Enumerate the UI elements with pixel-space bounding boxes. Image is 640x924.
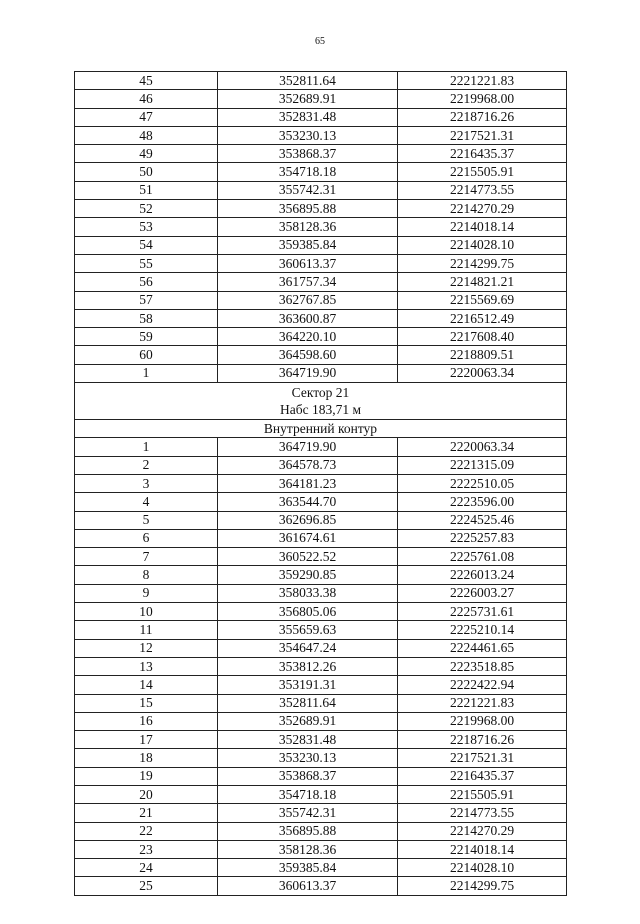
x-coordinate: 353812.26 xyxy=(218,657,398,675)
table-row xyxy=(75,273,567,291)
y-coordinate: 2221221.83 xyxy=(398,694,567,712)
point-number: 59 xyxy=(75,328,218,346)
table-row xyxy=(75,603,567,621)
table-row xyxy=(75,511,567,529)
contour-label: Внутренний контур xyxy=(75,420,567,438)
y-coordinate: 2216435.37 xyxy=(398,767,567,785)
table-row xyxy=(75,291,567,309)
y-coordinate: 2214773.55 xyxy=(398,181,567,199)
point-number: 19 xyxy=(75,767,218,785)
table-row xyxy=(75,72,567,90)
x-coordinate: 363600.87 xyxy=(218,309,398,327)
x-coordinate: 361674.61 xyxy=(218,529,398,547)
point-number: 52 xyxy=(75,200,218,218)
y-coordinate: 2216435.37 xyxy=(398,145,567,163)
point-number: 21 xyxy=(75,804,218,822)
point-number: 7 xyxy=(75,548,218,566)
y-coordinate: 2214299.75 xyxy=(398,877,567,895)
x-coordinate: 356805.06 xyxy=(218,603,398,621)
y-coordinate: 2218716.26 xyxy=(398,731,567,749)
sector-title: Сектор 21 xyxy=(291,385,350,401)
table-row xyxy=(75,438,567,456)
table-row xyxy=(75,145,567,163)
x-coordinate: 360613.37 xyxy=(218,254,398,272)
x-coordinate: 354718.18 xyxy=(218,785,398,803)
table-row xyxy=(75,548,567,566)
x-coordinate: 353868.37 xyxy=(218,767,398,785)
point-number: 50 xyxy=(75,163,218,181)
x-coordinate: 359290.85 xyxy=(218,566,398,584)
x-coordinate: 354718.18 xyxy=(218,163,398,181)
x-coordinate: 360522.52 xyxy=(218,548,398,566)
y-coordinate: 2219968.00 xyxy=(398,90,567,108)
point-number: 13 xyxy=(75,657,218,675)
point-number: 57 xyxy=(75,291,218,309)
x-coordinate: 352811.64 xyxy=(218,694,398,712)
x-coordinate: 362696.85 xyxy=(218,511,398,529)
table-row xyxy=(75,584,567,602)
table-row xyxy=(75,529,567,547)
y-coordinate: 2217521.31 xyxy=(398,749,567,767)
point-number: 12 xyxy=(75,639,218,657)
point-number: 25 xyxy=(75,877,218,895)
x-coordinate: 355659.63 xyxy=(218,621,398,639)
point-number: 23 xyxy=(75,840,218,858)
table-row xyxy=(75,804,567,822)
y-coordinate: 2223596.00 xyxy=(398,493,567,511)
y-coordinate: 2214028.10 xyxy=(398,859,567,877)
x-coordinate: 356895.88 xyxy=(218,822,398,840)
y-coordinate: 2217608.40 xyxy=(398,328,567,346)
table-row xyxy=(75,364,567,382)
table-row xyxy=(75,712,567,730)
x-coordinate: 364220.10 xyxy=(218,328,398,346)
x-coordinate: 358128.36 xyxy=(218,840,398,858)
y-coordinate: 2225761.08 xyxy=(398,548,567,566)
x-coordinate: 355742.31 xyxy=(218,181,398,199)
y-coordinate: 2222422.94 xyxy=(398,676,567,694)
y-coordinate: 2218809.51 xyxy=(398,346,567,364)
x-coordinate: 360613.37 xyxy=(218,877,398,895)
sector-title-row xyxy=(75,383,567,420)
point-number: 5 xyxy=(75,511,218,529)
table-row xyxy=(75,328,567,346)
point-number: 16 xyxy=(75,712,218,730)
point-number: 8 xyxy=(75,566,218,584)
point-number: 60 xyxy=(75,346,218,364)
y-coordinate: 2224461.65 xyxy=(398,639,567,657)
table-row xyxy=(75,254,567,272)
y-coordinate: 2223518.85 xyxy=(398,657,567,675)
x-coordinate: 352811.64 xyxy=(218,72,398,90)
table-row xyxy=(75,90,567,108)
x-coordinate: 363544.70 xyxy=(218,493,398,511)
x-coordinate: 364719.90 xyxy=(218,364,398,382)
table-row xyxy=(75,767,567,785)
point-number: 3 xyxy=(75,474,218,492)
x-coordinate: 352689.91 xyxy=(218,712,398,730)
table-row xyxy=(75,731,567,749)
point-number: 55 xyxy=(75,254,218,272)
y-coordinate: 2226003.27 xyxy=(398,584,567,602)
y-coordinate: 2221221.83 xyxy=(398,72,567,90)
y-coordinate: 2214270.29 xyxy=(398,822,567,840)
point-number: 14 xyxy=(75,676,218,694)
x-coordinate: 361757.34 xyxy=(218,273,398,291)
table-row xyxy=(75,456,567,474)
point-number: 47 xyxy=(75,108,218,126)
page-number: 65 xyxy=(315,36,325,47)
x-coordinate: 353868.37 xyxy=(218,145,398,163)
table-row xyxy=(75,236,567,254)
y-coordinate: 2224525.46 xyxy=(398,511,567,529)
point-number: 46 xyxy=(75,90,218,108)
sector-title-cell xyxy=(75,383,567,420)
sector-header xyxy=(75,383,567,438)
x-coordinate: 353230.13 xyxy=(218,749,398,767)
y-coordinate: 2214018.14 xyxy=(398,840,567,858)
x-coordinate: 358128.36 xyxy=(218,218,398,236)
point-number: 1 xyxy=(75,364,218,382)
point-number: 15 xyxy=(75,694,218,712)
y-coordinate: 2226013.24 xyxy=(398,566,567,584)
table-row xyxy=(75,163,567,181)
table-row xyxy=(75,749,567,767)
x-coordinate: 359385.84 xyxy=(218,236,398,254)
x-coordinate: 352831.48 xyxy=(218,108,398,126)
y-coordinate: 2225210.14 xyxy=(398,621,567,639)
point-number: 51 xyxy=(75,181,218,199)
table-row xyxy=(75,621,567,639)
x-coordinate: 364181.23 xyxy=(218,474,398,492)
table-section-before xyxy=(75,72,567,383)
point-number: 17 xyxy=(75,731,218,749)
y-coordinate: 2225731.61 xyxy=(398,603,567,621)
sector-height: Набс 183,71 м xyxy=(279,402,362,418)
table-row xyxy=(75,200,567,218)
point-number: 58 xyxy=(75,309,218,327)
y-coordinate: 2222510.05 xyxy=(398,474,567,492)
point-number: 54 xyxy=(75,236,218,254)
table-row xyxy=(75,218,567,236)
table-row xyxy=(75,877,567,895)
x-coordinate: 353191.31 xyxy=(218,676,398,694)
table-row xyxy=(75,493,567,511)
y-coordinate: 2214299.75 xyxy=(398,254,567,272)
y-coordinate: 2215505.91 xyxy=(398,163,567,181)
x-coordinate: 364578.73 xyxy=(218,456,398,474)
x-coordinate: 355742.31 xyxy=(218,804,398,822)
point-number: 1 xyxy=(75,438,218,456)
table-row xyxy=(75,639,567,657)
x-coordinate: 358033.38 xyxy=(218,584,398,602)
y-coordinate: 2214773.55 xyxy=(398,804,567,822)
table-row xyxy=(75,474,567,492)
y-coordinate: 2214270.29 xyxy=(398,200,567,218)
y-coordinate: 2214018.14 xyxy=(398,218,567,236)
point-number: 10 xyxy=(75,603,218,621)
y-coordinate: 2220063.34 xyxy=(398,364,567,382)
table-row xyxy=(75,785,567,803)
table-row xyxy=(75,694,567,712)
y-coordinate: 2220063.34 xyxy=(398,438,567,456)
y-coordinate: 2214821.21 xyxy=(398,273,567,291)
table-row xyxy=(75,346,567,364)
point-number: 4 xyxy=(75,493,218,511)
point-number: 11 xyxy=(75,621,218,639)
table-row xyxy=(75,822,567,840)
point-number: 22 xyxy=(75,822,218,840)
x-coordinate: 352831.48 xyxy=(218,731,398,749)
coordinates-table xyxy=(74,71,567,896)
x-coordinate: 354647.24 xyxy=(218,639,398,657)
x-coordinate: 353230.13 xyxy=(218,126,398,144)
point-number: 18 xyxy=(75,749,218,767)
point-number: 2 xyxy=(75,456,218,474)
x-coordinate: 364598.60 xyxy=(218,346,398,364)
table-row xyxy=(75,181,567,199)
x-coordinate: 356895.88 xyxy=(218,200,398,218)
y-coordinate: 2214028.10 xyxy=(398,236,567,254)
y-coordinate: 2217521.31 xyxy=(398,126,567,144)
table-row xyxy=(75,566,567,584)
point-number: 20 xyxy=(75,785,218,803)
contour-row xyxy=(75,420,567,438)
y-coordinate: 2218716.26 xyxy=(398,108,567,126)
table-row xyxy=(75,840,567,858)
y-coordinate: 2225257.83 xyxy=(398,529,567,547)
table-row xyxy=(75,676,567,694)
table-row xyxy=(75,108,567,126)
point-number: 6 xyxy=(75,529,218,547)
x-coordinate: 364719.90 xyxy=(218,438,398,456)
y-coordinate: 2215505.91 xyxy=(398,785,567,803)
point-number: 49 xyxy=(75,145,218,163)
table-row xyxy=(75,859,567,877)
point-number: 45 xyxy=(75,72,218,90)
y-coordinate: 2221315.09 xyxy=(398,456,567,474)
point-number: 24 xyxy=(75,859,218,877)
x-coordinate: 362767.85 xyxy=(218,291,398,309)
y-coordinate: 2216512.49 xyxy=(398,309,567,327)
x-coordinate: 359385.84 xyxy=(218,859,398,877)
point-number: 48 xyxy=(75,126,218,144)
point-number: 9 xyxy=(75,584,218,602)
x-coordinate: 352689.91 xyxy=(218,90,398,108)
point-number: 56 xyxy=(75,273,218,291)
table-row xyxy=(75,309,567,327)
y-coordinate: 2219968.00 xyxy=(398,712,567,730)
point-number: 53 xyxy=(75,218,218,236)
y-coordinate: 2215569.69 xyxy=(398,291,567,309)
table-section-after xyxy=(75,438,567,895)
table-row xyxy=(75,657,567,675)
table-row xyxy=(75,126,567,144)
